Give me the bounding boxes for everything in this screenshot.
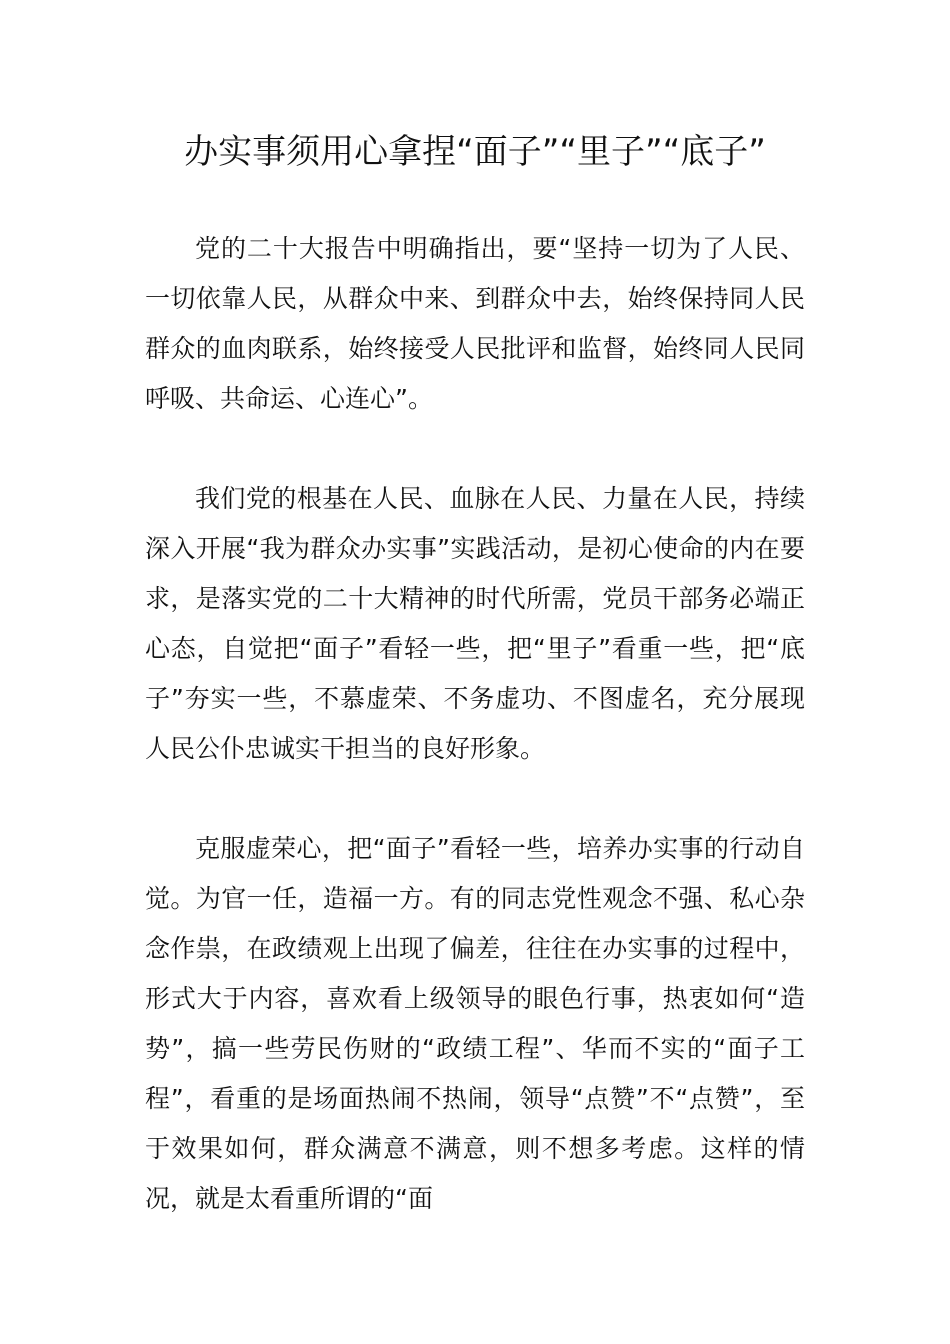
document-body [145,224,805,1274]
paragraph-2: 我们党的根基在人民、血脉在人民、力量在人民，持续深入开展“我为群众办实事”实践活动，是初心使命的内在要求，是落实党的二十大精神的时代所需，党员干部务必端正心态，自觉把“面子”看轻一些，把“里子”看重一些，把“底子”夯实一些，不慕虚荣、不务虚功、不图虚名，充分展现人民公仆忠诚实干担当的良好形象。 [145,484,805,763]
paragraph-3: 克服虚荣心，把“面子”看轻一些，培养办实事的行动自觉。为官一任，造福一方。有的同志党性观念不强、私心杂念作祟，在政绩观上出现了偏差，往往在办实事的过程中，形式大于内容，喜欢看上级领导的眼色行事，热衷如何“造势”，搞一些劳民伤财的“政绩工程”、华而不实的“面子工程”，看重的是场面热闹不热闹，领导“点赞”不“点赞”，至于效果如何，群众满意不满意，则不想多考虑。这样的情况，就是太看重所谓的“面 [145,834,805,1213]
document-title: 办实事须用心拿捏“面子”“里子”“底子” [184,132,766,172]
paragraph-1: 党的二十大报告中明确指出，要“坚持一切为了人民、一切依靠人民，从群众中来、到群众中去，始终保持同人民群众的血肉联系，始终接受人民批评和监督，始终同人民同呼吸、共命运、心连心”。 [145,234,805,413]
